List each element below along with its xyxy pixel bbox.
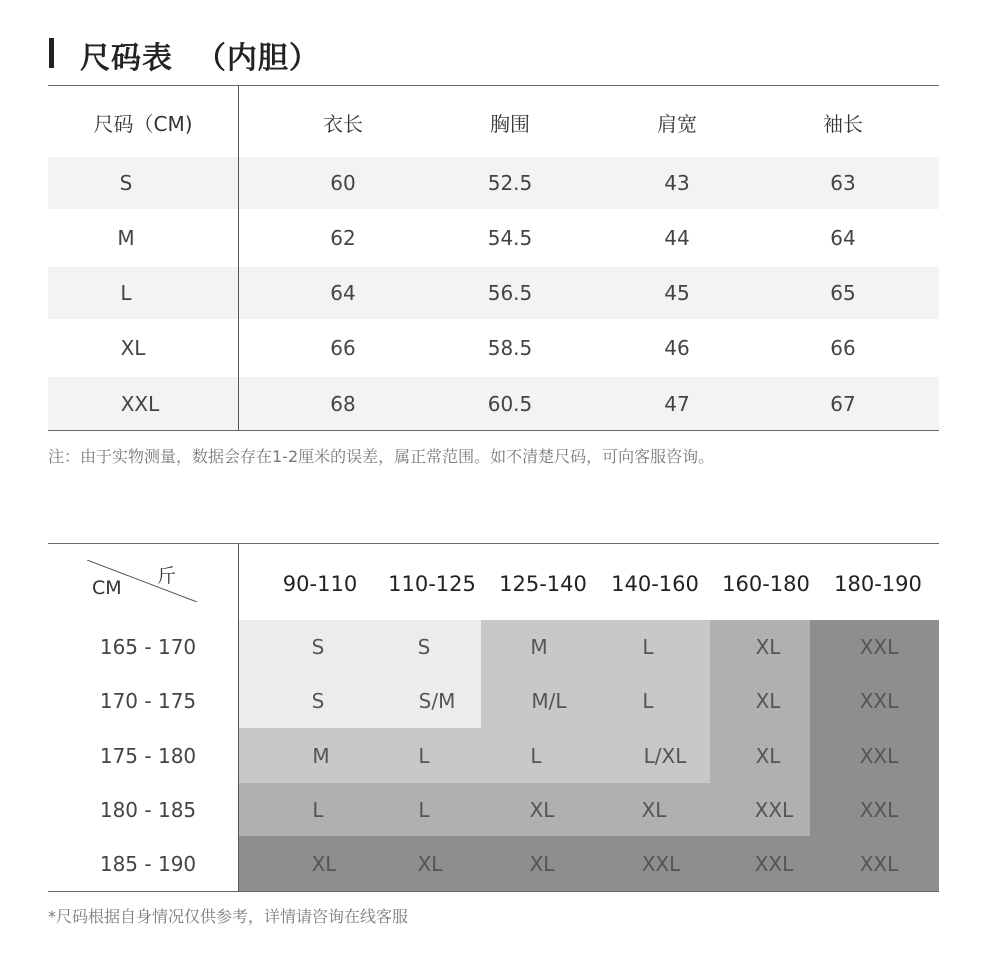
size-cell: S	[311, 689, 325, 713]
size-cell: L/XL	[643, 743, 687, 768]
height-range: 170 - 175	[99, 689, 197, 713]
size-label: XXL	[120, 391, 160, 416]
size-cell: XL	[755, 689, 781, 713]
size-label: XL	[120, 336, 146, 360]
height-range: 175 - 180	[99, 743, 197, 768]
length-value: 68	[330, 391, 356, 416]
size-cell: L	[418, 797, 430, 822]
length-value: 60	[330, 171, 356, 195]
length-value: 62	[330, 226, 356, 250]
size-cell: XXL	[859, 743, 899, 768]
size-cell: S/M	[418, 689, 456, 713]
sleeve-value: 63	[830, 171, 856, 195]
corner-weight-unit: 斤	[157, 565, 177, 587]
chest-value: 56.5	[487, 281, 533, 305]
chest-value: 52.5	[487, 171, 533, 195]
sleeve-value: 64	[830, 226, 856, 250]
size-cell: XXL	[859, 851, 899, 876]
chest-value: 58.5	[487, 336, 533, 360]
header-sleeve: 袖长	[823, 111, 863, 136]
size-cell: M	[312, 743, 330, 768]
weight-header: 180-190	[834, 572, 922, 596]
size-cell: XL	[755, 635, 781, 659]
corner-height-unit: CM	[92, 577, 122, 599]
table-bottom-rule	[48, 430, 939, 431]
chest-value: 54.5	[487, 226, 533, 250]
height-range: 185 - 190	[99, 851, 197, 876]
weight-header: 110-125	[388, 572, 476, 596]
weight-header: 140-160	[611, 572, 699, 596]
table-column-divider	[238, 86, 239, 430]
size-cell: XL	[529, 851, 555, 876]
size-cell: L	[312, 797, 324, 822]
size-table-note: 注：由于实物测量，数据会存在1-2厘米的误差，属正常范围。如不清楚尺码，可向客服咨询。	[48, 447, 715, 466]
size-cell: S	[311, 635, 325, 659]
rec-table-bottom-rule	[48, 891, 939, 892]
size-cell: XXL	[859, 797, 899, 822]
shoulder-value: 43	[664, 171, 690, 195]
size-cell: XXL	[859, 689, 899, 713]
recommend-table-note: *尺码根据自身情况仅供参考，详情请咨询在线客服	[48, 907, 409, 926]
size-cell: XXL	[754, 797, 794, 822]
header-size-cm: 尺码（CM)	[93, 111, 193, 136]
size-cell: L	[530, 743, 542, 768]
title-accent-bar	[49, 38, 54, 68]
sleeve-value: 65	[830, 281, 856, 305]
shoulder-value: 44	[664, 226, 690, 250]
size-cell: XXL	[641, 851, 681, 876]
size-cell: L	[642, 689, 654, 713]
size-cell: XL	[755, 743, 781, 768]
rec-table-top-rule	[48, 543, 939, 544]
size-cell: L	[642, 635, 654, 659]
sleeve-value: 67	[830, 391, 856, 416]
header-chest: 胸围	[490, 111, 530, 136]
shoulder-value: 47	[664, 391, 690, 416]
page-title: 尺码表 （内胆）	[80, 41, 320, 76]
size-cell: L	[418, 743, 430, 768]
header-shoulder: 肩宽	[657, 111, 697, 136]
height-range: 165 - 170	[99, 635, 197, 659]
weight-header: 90-110	[282, 572, 358, 596]
sleeve-value: 66	[830, 336, 856, 360]
chest-value: 60.5	[487, 391, 533, 416]
header-length: 衣长	[323, 111, 363, 136]
size-cell: XL	[417, 851, 443, 876]
size-cell: M	[530, 635, 548, 659]
size-cell: XXL	[754, 851, 794, 876]
size-cell: XXL	[859, 635, 899, 659]
size-cell: S	[417, 635, 431, 659]
size-cell: XL	[311, 851, 337, 876]
length-value: 64	[330, 281, 356, 305]
length-value: 66	[330, 336, 356, 360]
size-cell: XL	[641, 797, 667, 822]
height-range: 180 - 185	[99, 797, 197, 822]
table-top-rule	[48, 85, 939, 86]
shoulder-value: 46	[664, 336, 690, 360]
size-label: M	[117, 226, 135, 250]
size-label: S	[119, 171, 133, 195]
size-cell: M/L	[531, 689, 567, 713]
shoulder-value: 45	[664, 281, 690, 305]
size-label: L	[120, 281, 132, 305]
weight-header: 125-140	[499, 572, 587, 596]
weight-header: 160-180	[722, 572, 810, 596]
size-cell: XL	[529, 797, 555, 822]
